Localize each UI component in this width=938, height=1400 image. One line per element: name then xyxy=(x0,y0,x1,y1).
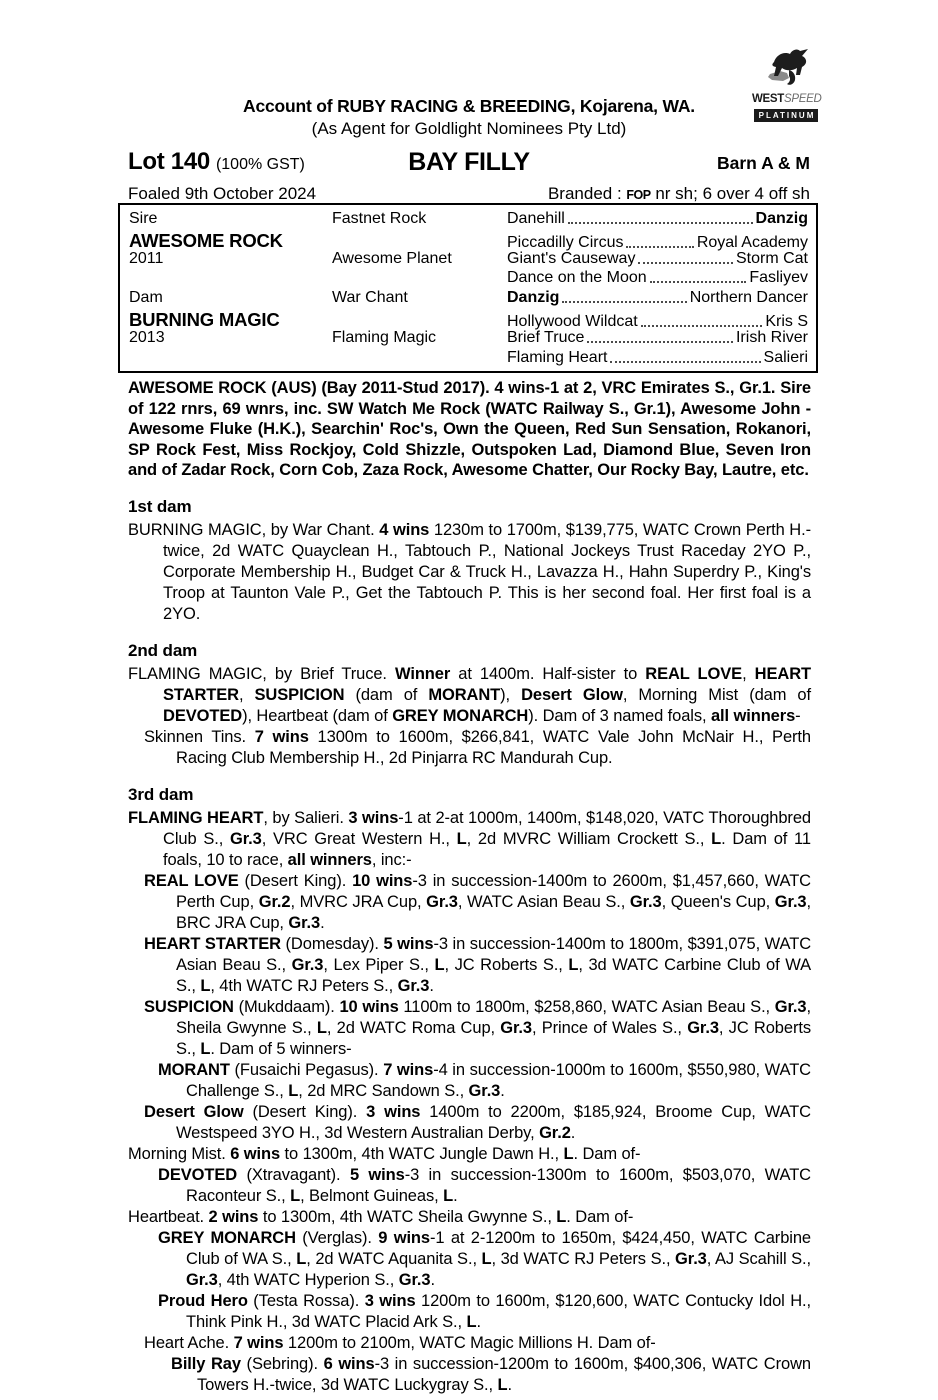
pedigree-table xyxy=(118,203,818,373)
pedigree-ancestor-row xyxy=(507,329,808,347)
pedigree-col1-cell: Sire xyxy=(129,210,158,227)
pedigree-paragraph: FLAMING MAGIC, by Brief Truce. Winner at 1400m. Half-sister to REAL LOVE, HEART STARTER, SUSPICION (dam of MORANT), Desert Glow, Morning Mist (dam of DEVOTED), Heartbeat (dam of GREY MONARCH). Dam of 3 named foals, all winners- xyxy=(128,664,811,725)
pedigree-ancestor-row xyxy=(507,349,808,367)
dotted-leader xyxy=(587,341,733,343)
pedigree-paragraph: GREY MONARCH (Verglas). 9 wins-1 at 2-1200m to 1650m, $424,450, WATC Carbine Club of WA S., L, 2d WATC Aquanita S., L, 3d WATC RJ Peters S., Gr.3, AJ Scahill S., Gr.3, 4th WATC Hyperion S., Gr.3. xyxy=(158,1228,811,1289)
pedigree-paragraph: Morning Mist. 6 wins to 1300m, 4th WATC Jungle Dawn H., L. Dam of- xyxy=(128,1144,641,1163)
pedigree-paragraph: SUSPICION (Mukddaam). 10 wins 1100m to 1800m, $258,860, WATC Asian Beau S., Gr.3, Sheila Gwynne S., L, 2d WATC Roma Cup, Gr.3, Prince of Wales S., Gr.3, JC Roberts S., L. Dam of 5 winners- xyxy=(144,997,811,1058)
sire-summary: AWESOME ROCK (AUS) (Bay 2011-Stud 2017). 4 wins-1 at 2, VRC Emirates S., Gr.1. Sire of 122 rnrs, 69 wnrs, inc. SW Watch Me Rock (WATC Railway S., Gr.1), Awesome John - Awesome Fluke (H.K.), Searchin' Roc's, Own the Queen, Red Sun Sensation, Rokanori, SP Rock Fest, Miss Rockjoy, Cold Shizzle, Outspoken Lad, Diamond Blue, Seven Iron and of Zadar Rock, Corn Cob, Zaza Rock, Awesome Chatter, Our Rocky Bay, Lautre, etc. xyxy=(128,379,811,480)
gst-note: (100% GST) xyxy=(215,156,305,173)
brand-mark: FOP xyxy=(626,188,651,202)
section-heading: 3rd dam xyxy=(128,784,194,804)
dotted-leader xyxy=(638,262,733,264)
pedigree-col2-cell: War Chant xyxy=(332,289,408,307)
ancestor-name: Flaming Heart xyxy=(507,348,608,366)
platinum-badge: PLATINUM xyxy=(754,109,819,122)
pedigree-paragraph: FLAMING HEART, by Salieri. 3 wins-1 at 2-at 1000m, 1400m, $148,020, VATC Thoroughbred Club S., Gr.3, VRC Great Western H., L, 2d MVRC William Crockett S., L. Dam of 11 foals, 10 to race, all winners, inc:- xyxy=(128,808,811,869)
pedigree-paragraph: DEVOTED (Xtravagant). 5 wins-3 in succession-1300m to 1600m, $503,070, WATC Raconteur S., L, Belmont Guineas, L. xyxy=(158,1165,811,1205)
section-heading: 1st dam xyxy=(128,496,192,516)
pedigree-paragraph: Heartbeat. 2 wins to 1300m, 4th WATC Sheila Gwynne S., L. Dam of- xyxy=(128,1207,634,1226)
account-line: Account of RUBY RACING & BREEDING, Kojarena, WA. xyxy=(243,96,695,116)
dotted-leader xyxy=(568,222,753,224)
section-heading: 2nd dam xyxy=(128,640,198,660)
foaled-date: Foaled 9th October 2024 xyxy=(128,184,317,203)
pedigree-sections xyxy=(128,496,811,1396)
dotted-leader xyxy=(610,361,760,363)
branded-info: Branded : FOP nr sh; 6 over 4 off sh xyxy=(547,184,810,203)
pedigree-col2-cell: Fastnet Rock xyxy=(332,210,427,227)
westspeed-wordmark: WESTSPEED xyxy=(752,93,822,105)
ancestor-name: Salieri xyxy=(763,348,808,366)
pedigree-paragraph: Proud Hero (Testa Rossa). 3 wins 1200m to 1600m, $120,600, WATC Contucky Idol H., Think Pink H., 3d WATC Placid Ark S., L. xyxy=(158,1291,811,1331)
pedigree-ancestor-row xyxy=(507,289,808,307)
ancestor-name: Kris S xyxy=(765,312,808,330)
dotted-leader xyxy=(650,281,747,283)
pedigree-ancestor-row xyxy=(507,269,808,287)
pedigree-paragraph: Billy Ray (Sebring). 6 wins-3 in succession-1200m to 1600m, $400,306, WATC Crown Towers H.-twice, 3d WATC Luckygray S., L. xyxy=(171,1354,811,1394)
ancestor-name: Dance on the Moon xyxy=(507,269,647,287)
lot-label: Lot 140 xyxy=(128,148,210,175)
barn-label: Barn A & M xyxy=(716,153,810,173)
pedigree-paragraph: Heart Ache. 7 wins 1200m to 2100m, WATC Magic Millions H. Dam of- xyxy=(144,1333,656,1352)
pedigree-col1-cell: AWESOME ROCK xyxy=(129,229,283,251)
dotted-leader xyxy=(626,246,693,248)
ancestor-name: Hollywood Wildcat xyxy=(507,312,638,330)
pedigree-ancestor-row xyxy=(507,250,808,268)
pedigree-col2-cell: Awesome Planet xyxy=(332,249,452,267)
ancestor-name: Northern Dancer xyxy=(689,289,808,307)
ancestor-name: Storm Cat xyxy=(735,249,808,267)
dotted-leader xyxy=(562,301,686,303)
ancestor-name: Giant's Causeway xyxy=(507,249,636,267)
pedigree-paragraph: Skinnen Tins. 7 wins 1300m to 1600m, $266,841, WATC Vale John McNair H., Perth Racing Club Membership H., 2d Pinjarra RC Mandurah Cup. xyxy=(144,727,811,767)
foaled-row xyxy=(128,184,810,204)
pedigree-col2-cell: Flaming Magic xyxy=(332,328,437,346)
pedigree-col1-cell: BURNING MAGIC xyxy=(129,308,280,330)
page-title: BAY FILLY xyxy=(408,148,530,176)
dotted-leader xyxy=(641,325,763,327)
ancestor-name: Danzig xyxy=(507,289,560,307)
pedigree-body xyxy=(128,378,811,1396)
pedigree-col1-cell: 2011 xyxy=(129,249,164,267)
pedigree-ancestor-row xyxy=(507,210,808,228)
agent-line: (As Agent for Goldlight Nominees Pty Ltd) xyxy=(311,119,627,138)
ancestor-name: Danzig xyxy=(755,210,808,227)
pedigree-paragraph: MORANT (Fusaichi Pegasus). 7 wins-4 in succession-1000m to 1600m, $550,980, WATC Challenge S., L, 2d MRC Sandown S., Gr.3. xyxy=(158,1060,811,1100)
ancestor-name: Irish River xyxy=(735,328,808,346)
pedigree-paragraph: Desert Glow (Desert King). 3 wins 1400m to 2200m, $185,924, Broome Cup, WATC Westspeed 3YO H., 3d Western Australian Derby, Gr.2. xyxy=(144,1102,811,1142)
ancestor-name: Fasliyev xyxy=(749,269,808,287)
header-block xyxy=(128,0,810,204)
pedigree-paragraph: REAL LOVE (Desert King). 10 wins-3 in succession-1400m to 2600m, $1,457,660, WATC Perth Cup, Gr.2, MVRC JRA Cup, Gr.3, WATC Asian Beau S., Gr.3, Queen's Cup, Gr.3, BRC JRA Cup, Gr.3. xyxy=(144,871,811,932)
ancestor-name: Brief Truce xyxy=(507,328,585,346)
ancestor-name: Danehill xyxy=(507,210,565,227)
pedigree-col1-cell: Dam xyxy=(129,289,163,307)
ancestor-name: Piccadilly Circus xyxy=(507,233,624,251)
pedigree-paragraph: BURNING MAGIC, by War Chant. 4 wins 1230m to 1700m, $139,775, WATC Crown Perth H.-twice, 2d WATC Quayclean H., Tabtouch P., National Jockeys Trust Raceday 2YO P., Corporate Membership H., Budget Car & Truck H., Lavazza H., Hahn Superdry P., King's Troop at Taunton Vale P., Get the Tabtouch P. This is her second foal. Her first foal is a 2YO. xyxy=(128,520,811,623)
ancestor-name: Royal Academy xyxy=(696,233,808,251)
lot-row xyxy=(128,148,810,178)
pedigree-col1-cell: 2013 xyxy=(129,328,165,346)
pedigree-paragraph: HEART STARTER (Domesday). 5 wins-3 in succession-1400m to 1800m, $391,075, WATC Asian Beau S., Gr.3, Lex Piper S., L, JC Roberts S., L, 3d WATC Carbine Club of WA S., L, 4th WATC RJ Peters S., Gr.3. xyxy=(144,934,812,995)
